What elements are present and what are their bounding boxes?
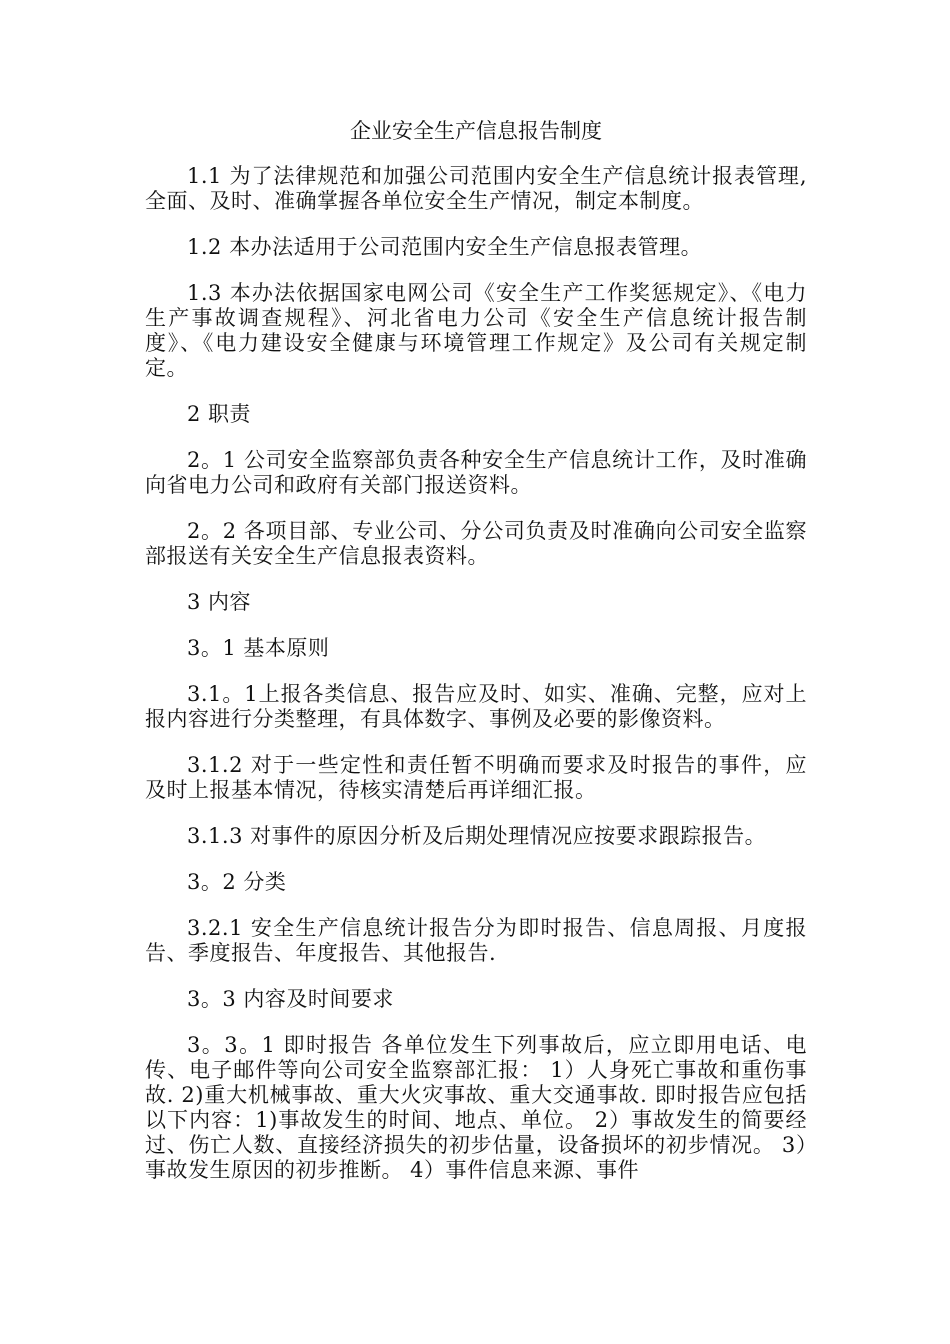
paragraph-1-2: 1.2 本办法适用于公司范围内安全生产信息报表管理。 (187, 235, 703, 259)
heading-3-1-principles: 3。1 基本原则 (187, 636, 330, 660)
paragraph-1-1: 1.1 为了法律规范和加强公司范围内安全生产信息统计报表管理,全面、及时、准确掌握各单位安全生产情况，制定本制度。 (145, 164, 807, 213)
heading-3-3-requirements: 3。3 内容及时间要求 (187, 987, 394, 1011)
heading-2-duties: 2 职责 (187, 402, 252, 426)
paragraph-3-3-1: 3。3。1 即时报告 各单位发生下列事故后，应立即用电话、电传、电子邮件等向公司安全监察部汇报： 1）人身死亡事故和重伤事故. 2)重大机械事故、重大火灾事故、重大交通事故. 即时报告应包括以下内容：1)事故发生的时间、地点、单位。 2）事故发生的简要经过、伤亡人数、直接经济损失的初步估量，设备损坏的初步情况。 3）事故发生原因的初步推断。 4）事件信息来源、事件 (145, 1033, 807, 1182)
paragraph-1-3: 1.3 本办法依据国家电网公司《安全生产工作奖惩规定》、《电力生产事故调查规程》、河北省电力公司《安全生产信息统计报告制度》、《电力建设安全健康与环境管理工作规定》及公司有关规定制定。 (145, 281, 807, 380)
paragraph-3-1-2: 3.1.2 对于一些定性和责任暂不明确而要求及时报告的事件，应及时上报基本情况，待核实清楚后再详细汇报。 (145, 753, 807, 802)
document-body (145, 119, 807, 1204)
paragraph-2-2: 2。2 各项目部、专业公司、分公司负责及时准确向公司安全监察部报送有关安全生产信息报表资料。 (145, 519, 807, 568)
document-title: 企业安全生产信息报告制度 (350, 119, 602, 143)
heading-3-2-classification: 3。2 分类 (187, 870, 287, 894)
paragraph-2-1: 2。1 公司安全监察部负责各种安全生产信息统计工作，及时准确向省电力公司和政府有关部门报送资料。 (145, 448, 807, 497)
paragraph-3-1-1: 3.1。1上报各类信息、报告应及时、如实、准确、完整，应对上报内容进行分类整理，有具体数字、事例及必要的影像资料。 (145, 682, 807, 731)
heading-3-content: 3 内容 (187, 590, 252, 614)
paragraph-3-2-1: 3.2.1 安全生产信息统计报告分为即时报告、信息周报、月度报告、季度报告、年度报告、其他报告. (145, 916, 807, 965)
paragraph-3-1-3: 3.1.3 对事件的原因分析及后期处理情况应按要求跟踪报告。 (187, 824, 767, 848)
